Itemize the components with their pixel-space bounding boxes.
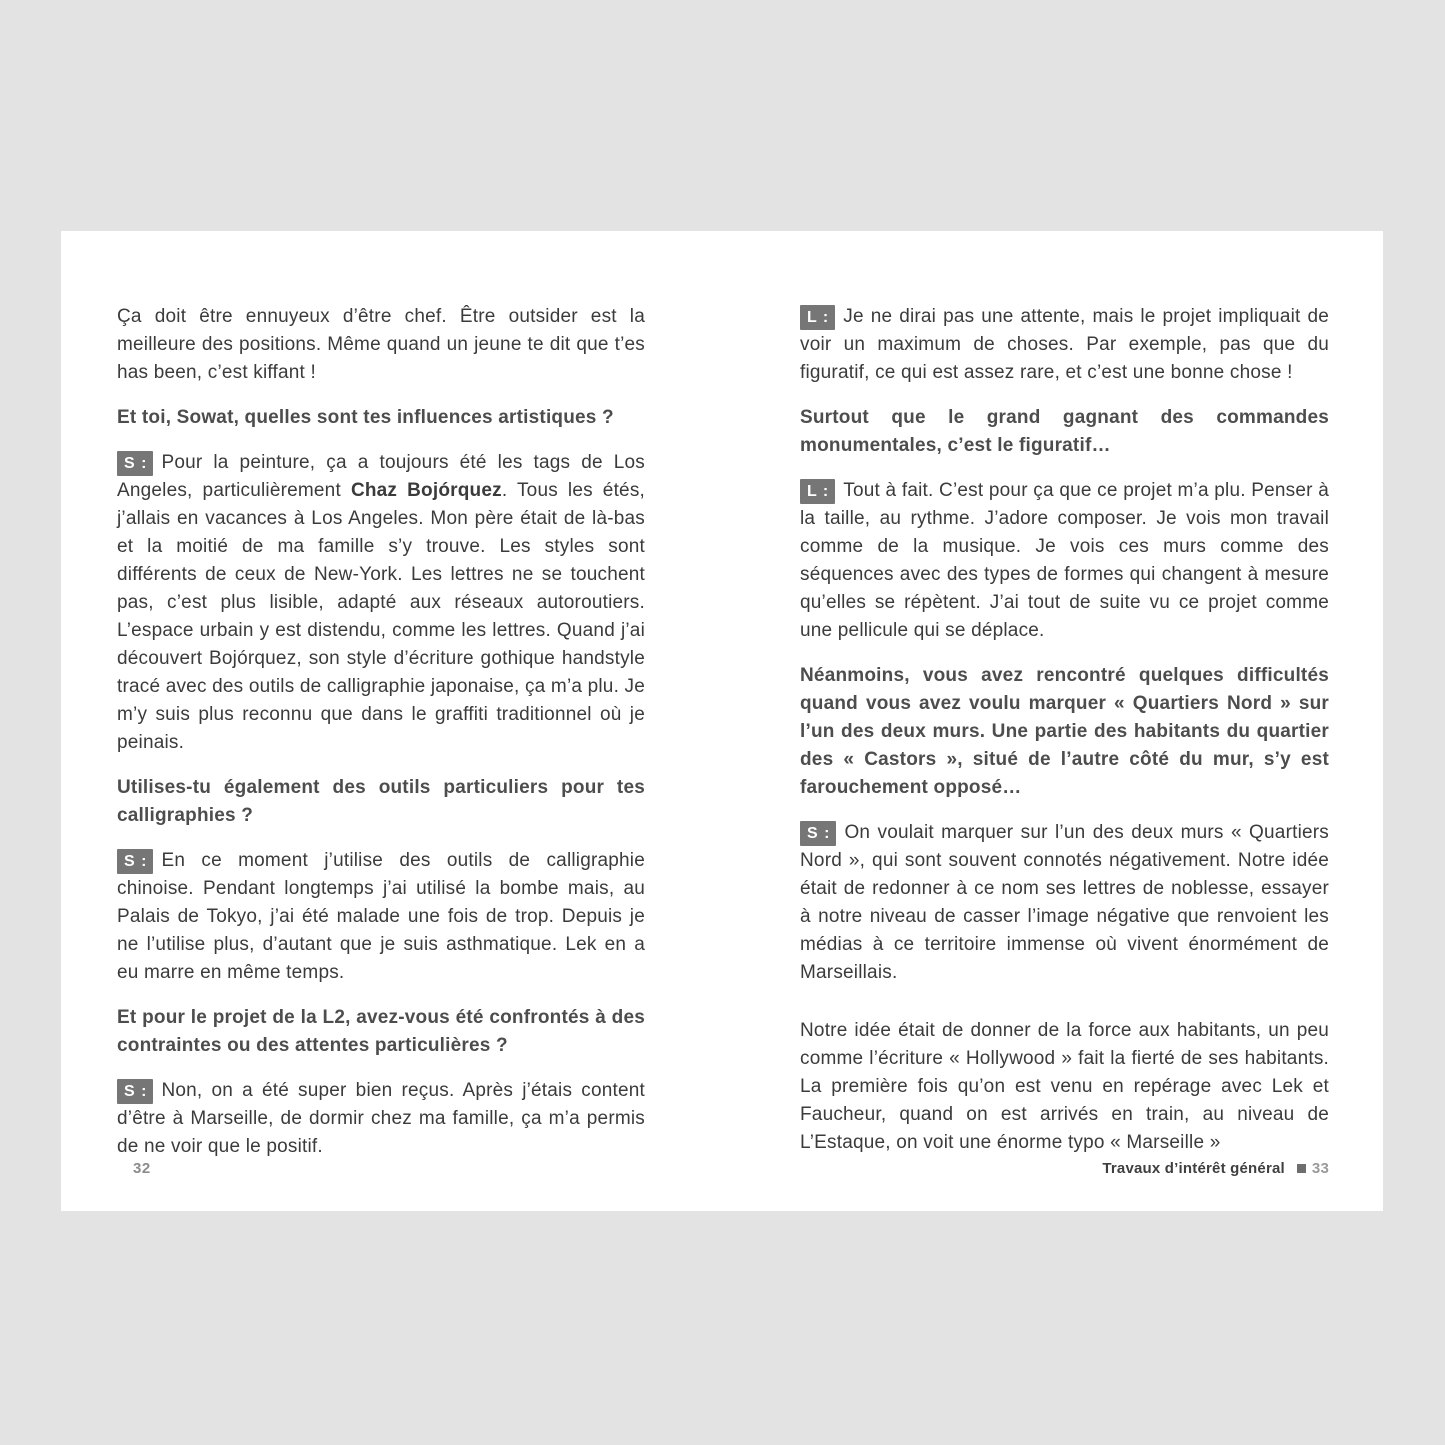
speaker-badge-lek: L :	[800, 479, 835, 504]
page-right-content	[800, 303, 1329, 1174]
speaker-badge-lek: L :	[800, 305, 835, 330]
speaker-badge-sowat: S :	[117, 451, 153, 476]
book-spread	[61, 231, 1383, 1211]
page-right	[722, 231, 1383, 1211]
page-left-content	[117, 303, 645, 1178]
paragraph-continuation: Notre idée était de donner de la force aux habitants, un peu comme l’écriture « Hollywood » fait la fierté de ses habitants. La première fois qu’on est venu en repérage avec Lek et Faucheur, quand on est arrivés en train, au niveau de L’Estaque, on voit une énorme typo « Marseille »	[800, 1020, 1329, 1153]
interview-question: Et toi, Sowat, quelles sont tes influences artistiques ?	[117, 407, 614, 428]
square-bullet-icon	[1297, 1164, 1306, 1173]
page-number-right: 33	[1311, 1160, 1329, 1177]
speaker-badge-sowat: S :	[800, 821, 836, 846]
answer-text: Tout à fait. C’est pour ça que ce projet m’a plu. Penser à la taille, au rythme. J’adore composer. Je vois mon travail comme de la musique. Je vois ces murs comme des séquences avec des types de formes qui changent à mesure qu’elles se répètent. J’ai tout de suite vu ce projet comme une pellicule qui se déplace.	[800, 480, 1329, 641]
page-left	[61, 231, 722, 1211]
interview-answer	[117, 449, 645, 757]
speaker-badge-sowat: S :	[117, 849, 153, 874]
interview-question: Et pour le projet de la L2, avez-vous été confrontés à des contraintes ou des attentes particulières ?	[117, 1007, 645, 1056]
speaker-badge-sowat: S :	[117, 1079, 153, 1104]
interview-answer	[117, 1077, 645, 1161]
answer-text: Pour la peinture, ça a toujours été les tags de Los Angeles, particulièrement	[117, 452, 645, 501]
interview-answer	[800, 303, 1329, 387]
interview-answer	[800, 477, 1329, 645]
interview-answer	[800, 819, 1329, 987]
answer-text: On voulait marquer sur l’un des deux murs « Quartiers Nord », qui sont souvent connotés négativement. Notre idée était de redonner à ce nom ses lettres de noblesse, essayer à notre niveau de casser l’image négative que renvoient les médias à ce territoire immense où vivent énormément de Marseillais.	[800, 822, 1329, 983]
running-footer	[1102, 1160, 1329, 1177]
interview-question: Utilises-tu également des outils particuliers pour tes calligraphies ?	[117, 777, 645, 826]
answer-text: Non, on a été super bien reçus. Après j’étais content d’être à Marseille, de dormir chez ma famille, ça m’a permis de ne voir que le positif.	[117, 1080, 645, 1157]
paragraph-intro: Ça doit être ennuyeux d’être chef. Être outsider est la meilleure des positions. Même quand un jeune te dit que t’es has been, c’est kiffant !	[117, 306, 645, 383]
page-number-left: 32	[133, 1160, 151, 1177]
footer-title: Travaux d’intérêt général	[1102, 1160, 1285, 1177]
interview-answer	[117, 847, 645, 987]
artist-name-bold: Chaz Bojórquez	[350, 480, 502, 501]
interview-question: Surtout que le grand gagnant des commandes monumentales, c’est le figuratif…	[800, 407, 1329, 456]
answer-text: Je ne dirai pas une attente, mais le projet impliquait de voir un maximum de choses. Par exemple, pas que du figuratif, ce qui est assez rare, et c’est une bonne chose !	[800, 306, 1329, 383]
interview-question: Néanmoins, vous avez rencontré quelques difficultés quand vous avez voulu marquer « Quartiers Nord » sur l’un des deux murs. Une partie des habitants du quartier des « Castors », situé de l’autre côté du mur, s’y est farouchement opposé…	[800, 665, 1329, 798]
answer-text: En ce moment j’utilise des outils de calligraphie chinoise. Pendant longtemps j’ai utilisé la bombe mais, au Palais de Tokyo, j’ai été malade une fois de trop. Depuis je ne l’utilise plus, d’autant que je suis asthmatique. Lek en a eu marre en même temps.	[117, 850, 645, 983]
answer-text: . Tous les étés, j’allais en vacances à Los Angeles. Mon père était de là-bas et la moitié de ma famille s’y trouve. Les styles sont différents de ceux de New-York. Les lettres ne se touchent pas, c’est plus lisible, adapté aux réseaux autoroutiers. L’espace urbain y est distendu, comme les lettres. Quand j’ai découvert Bojórquez, son style d’écriture gothique handstyle tracé avec des outils de calligraphie japonaise, ça m’a plu. Je m’y suis plus reconnu que dans le graffiti traditionnel où je peinais.	[117, 480, 646, 753]
